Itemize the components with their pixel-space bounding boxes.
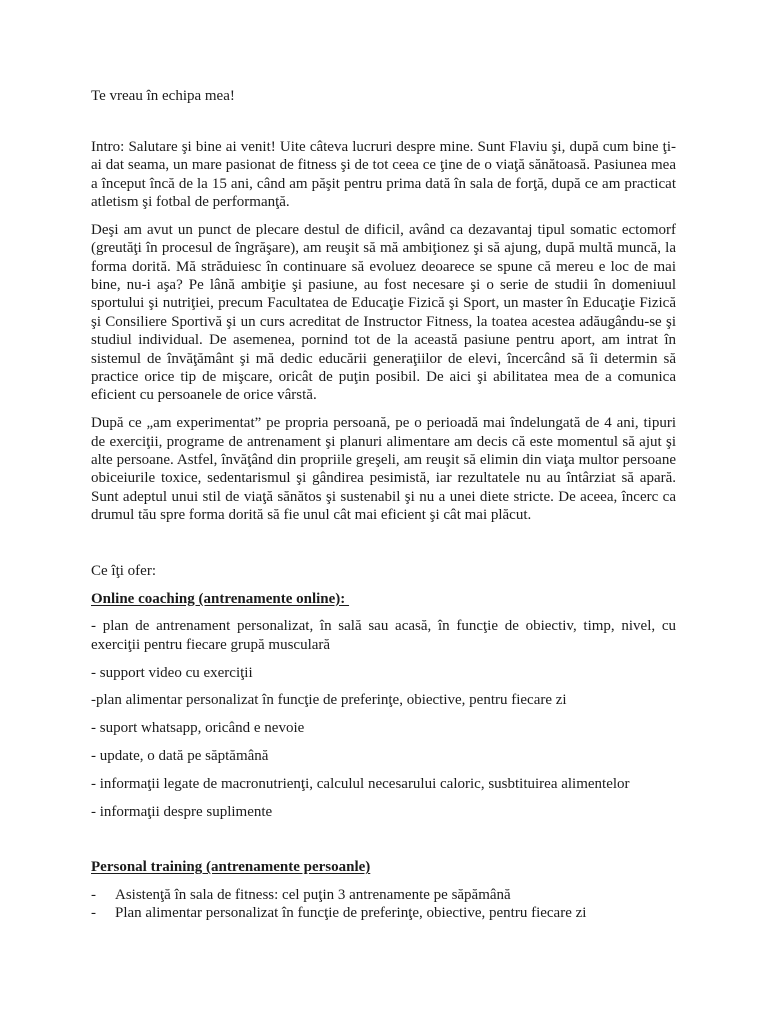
list-bullet: -	[91, 905, 96, 922]
online-coaching-title: Online coaching (antrenamente online):	[91, 590, 350, 607]
background-paragraph: Deşi am avut un punct de plecare destul de dificil, având ca dezavantaj tipul somatic ectomorf (greutăţi în procesul de îngrăşare), am reuşit să mă ambiţionez şi să ajung, după multă muncă, la forma dorită. Mă străduiesc în continuare să evoluez deoarece se spune că mereu e loc de mai bine, nu-i aşa? Pe lână ambiţie şi pasiune, au fost necesare şi o serie de studii în domeniuul sportului şi nutriţiei, precum Facultatea de Educaţie Fizică şi Sport, un master în Educaţie Fizică şi Consiliere Sportivă şi un curs acreditat de Instructor Fitness, la toatea acestea adăugându-se şi studiul individual. De asemenea, pornind tot de la această pasiune pentru aport, am intrat în sistemul de învăţământ şi mă dedic educării generaţiilor de elevi, încercând să îi determin să practice orice tip de mişcare, oricât de puţin posibil. De aici şi abilitatea mea de a comunica eficient cu persoanele de orice vârstă.	[91, 221, 676, 404]
personal-training-item	[91, 904, 676, 922]
online-coaching-item: - plan de antrenament personalizat, în sală sau acasă, în funcţie de obiectiv, timp, nivel, cu exerciţii pentru fiecare grupă musculară	[91, 618, 676, 653]
online-coaching-item: - informaţii despre suplimente	[91, 803, 273, 820]
personal-training-title: Personal training (antrenamente persoanle)	[91, 859, 371, 876]
personal-training-list	[91, 886, 676, 923]
list-item-text: Asistenţă în sala de fitness: cel puţin 3 antrenamente pe săpămână	[115, 887, 511, 904]
list-item-text: Plan alimentar personalizat în funcţie de preferinţe, obiective, pentru fiecare zi	[115, 905, 587, 922]
experience-paragraph: După ce „am experimentat” pe propria persoană, pe o perioadă mai îndelungată de 4 ani, tipuri de exerciţii, programe de antrenament şi planuri alimentare am decis că este momentul să ajut şi alte persoane. Astfel, învăţând din propriile greşeli, am reuşit să elimin din viaţa multor persoane obiceiurile toxice, sedentarismul şi gândirea pesimistă, iar rezultatele nu au întârziat să apară. Sunt adeptul unui stil de viaţă sănătos şi sustenabil şi nu a unei diete stricte. De aceea, încerc ca drumul tău spre forma dorită să fie unul cât mai eficient şi cât mai plăcut.	[91, 415, 676, 524]
online-coaching-item: - update, o dată pe săptămână	[91, 748, 269, 765]
online-coaching-item: - suport whatsapp, oricând e nevoie	[91, 720, 305, 737]
intro-paragraph: Intro: Salutare şi bine ai venit! Uite câteva lucruri despre mine. Sunt Flaviu şi, după cum bine ţi-ai dat seama, un mare pasionat de fitness şi de tot ceea ce ţine de o viaţă sănătoasă. Pasiunea mea a început încă de la 15 ani, când am păşit pentru prima dată în sala de forţă, după ce am practicat atletism şi fotbal de performanţă.	[91, 138, 676, 211]
empty-line	[91, 830, 676, 848]
list-bullet: -	[91, 887, 96, 904]
online-coaching-item: - support video cu exerciţii	[91, 664, 253, 681]
online-coaching-item: -plan alimentar personalizat în funcţie de preferinţe, obiective, pentru fiecare zi	[91, 692, 567, 709]
empty-line	[91, 534, 676, 552]
personal-training-item	[91, 886, 676, 904]
offer-heading: Ce îţi ofer:	[91, 562, 156, 579]
document-title: Te vreau în echipa mea!	[91, 88, 235, 104]
document-body	[91, 87, 676, 923]
online-coaching-item: - informaţii legate de macronutrienţi, calculul necesarului caloric, susbtituirea alimentelor	[91, 775, 630, 792]
